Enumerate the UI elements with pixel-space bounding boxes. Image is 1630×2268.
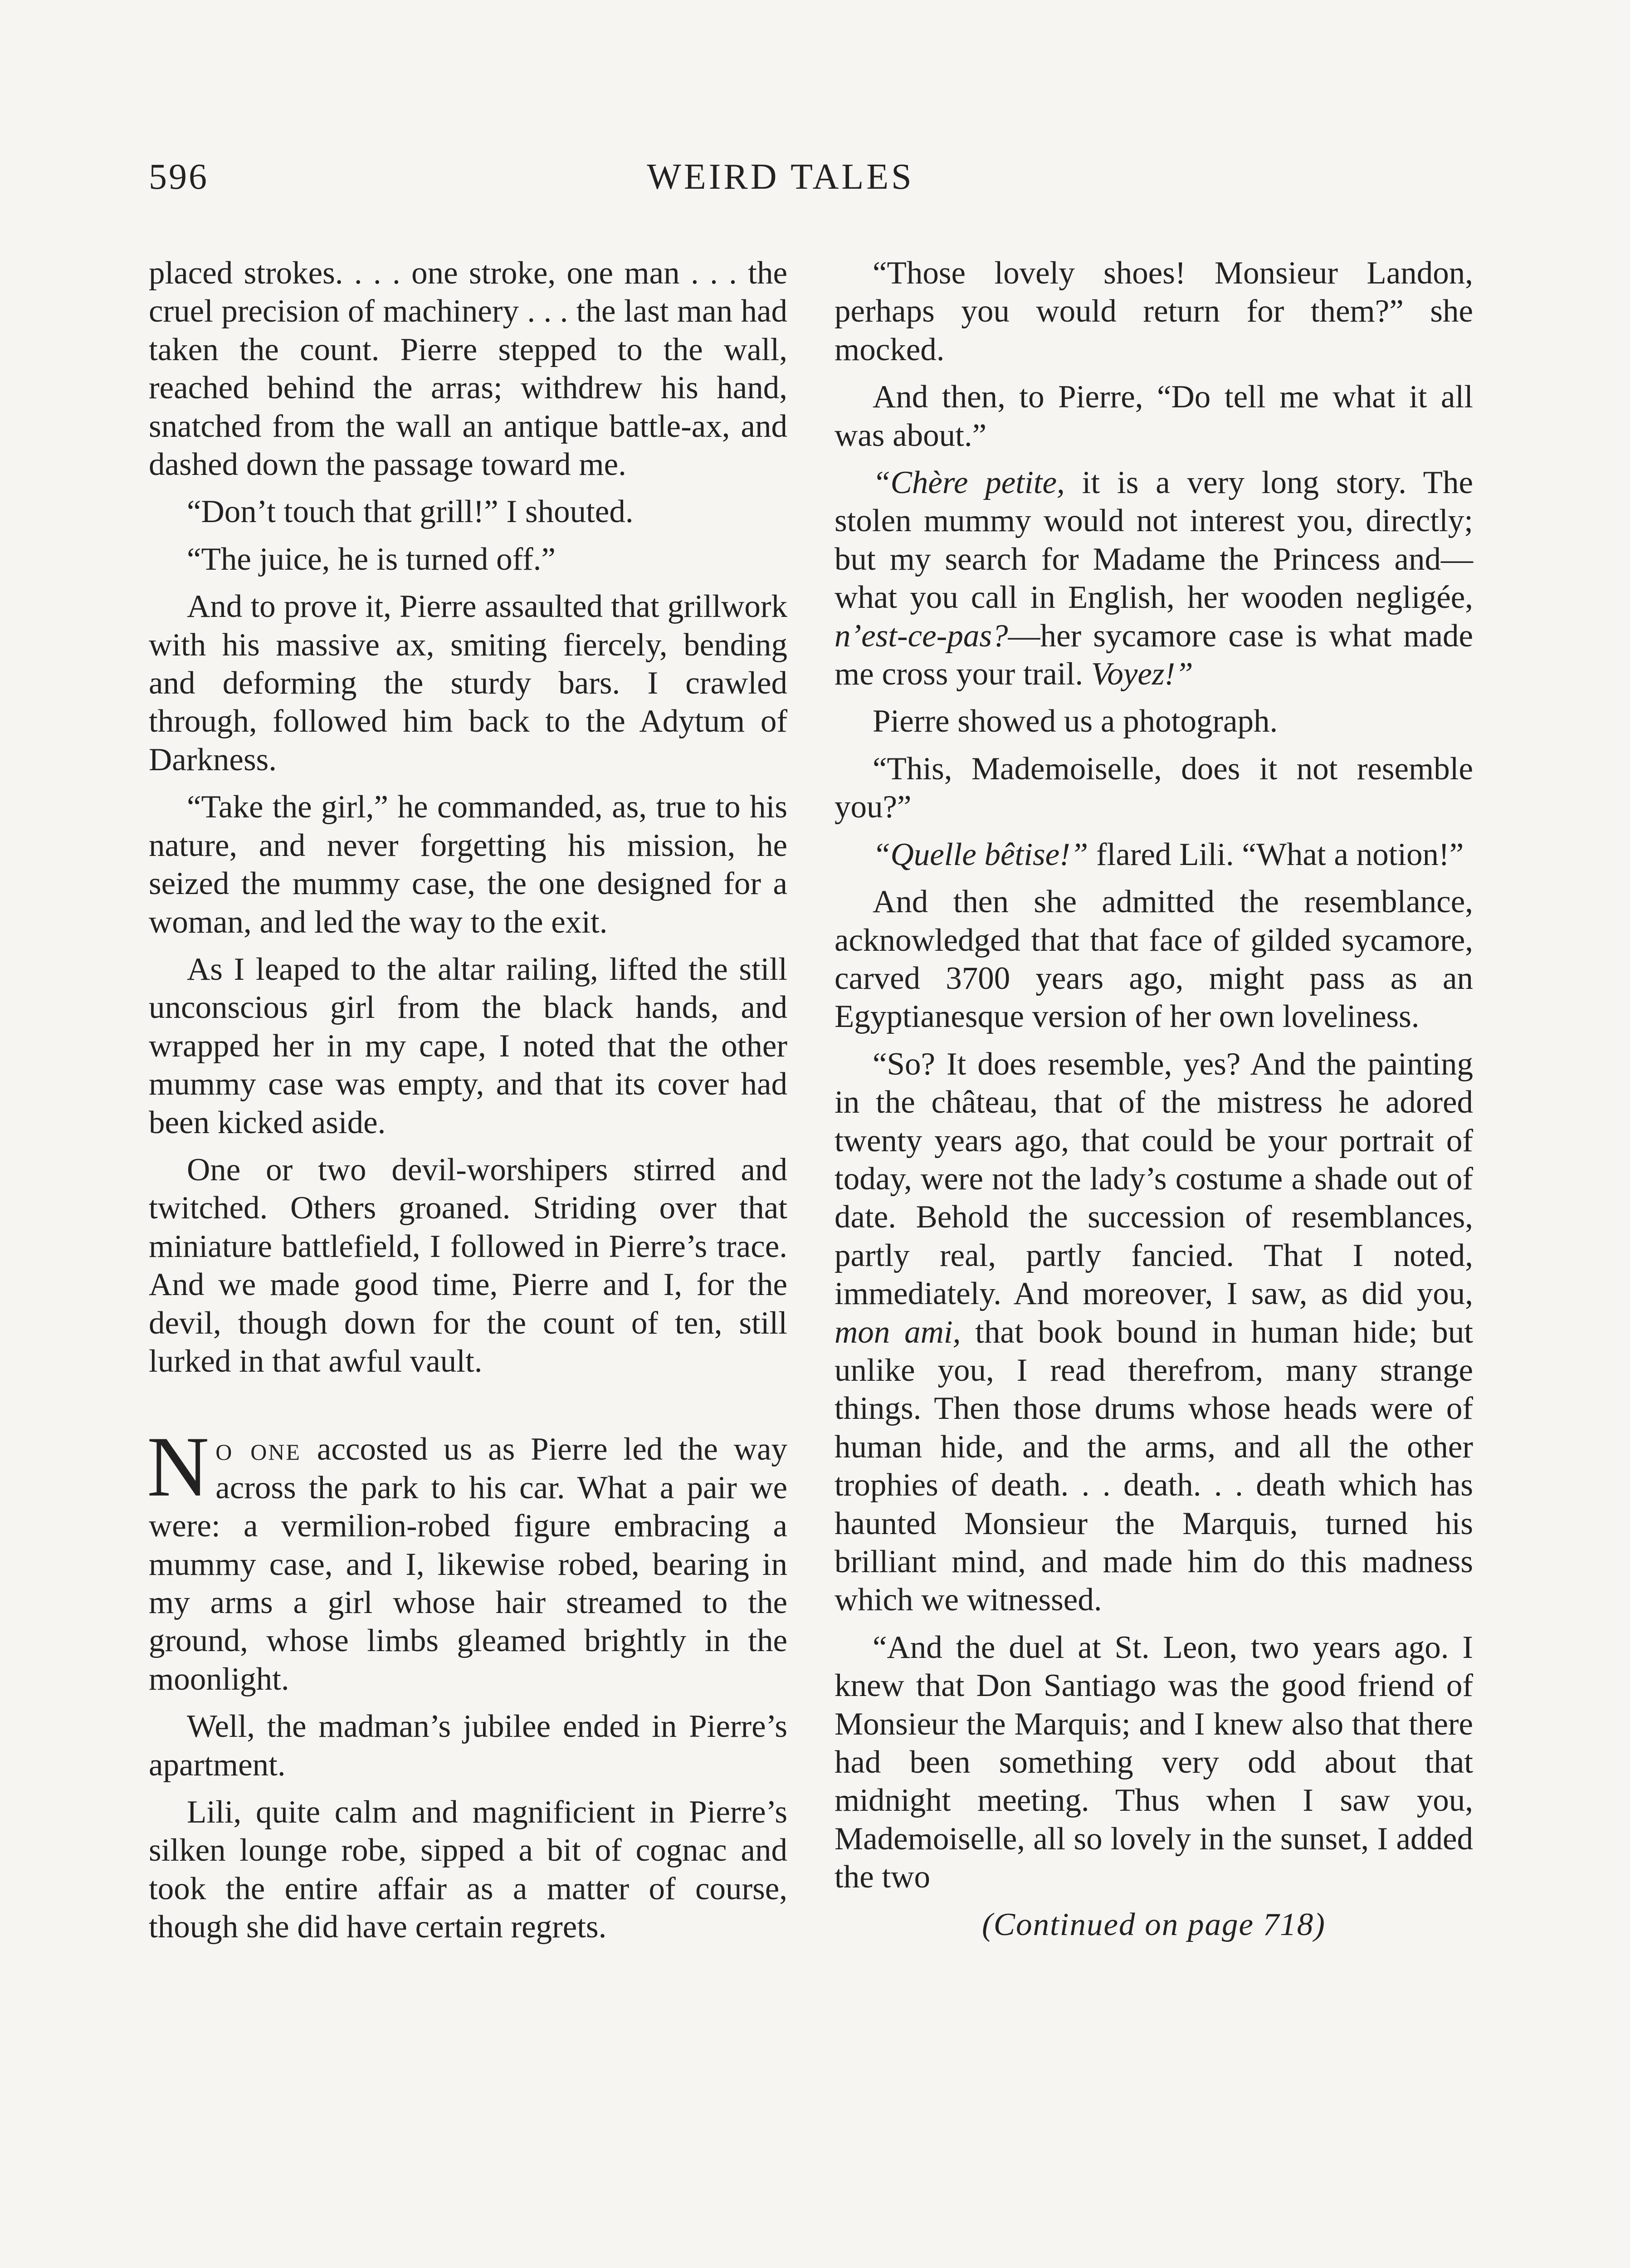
paragraph: Pierre showed us a photograph. [873,704,1278,739]
paragraph: One or two devil-worshipers stirred and twitched. Others groaned. Striding over that miniature battlefield, I followed in Pierre’s trace. And we made good time, Pierre and I, for the devil, though down for the count of ten, still lurked in that awful vault. [149,1152,787,1379]
italic-text: n’est-ce-pas? [835,618,1008,654]
paragraph: “Those lovely shoes! Monsieur Landon, perhaps you would return for them?” she mocked. [835,255,1473,367]
italic-text: “Chère petite, [873,465,1065,501]
small-caps-lead: o one [215,1432,301,1467]
page-header [149,156,1412,211]
paragraph-text: flared Lili. “What a notion!” [1088,836,1464,872]
paragraph-text: it is a very long story. The stolen mummy would not interest you, directly; but my search for Madame the Princess and—what you call in English, her wooden negligée, [835,465,1473,616]
page-number: 596 [149,157,209,197]
paragraph: placed strokes. . . . one stroke, one man . . . the cruel precision of machinery . . . the last man had taken the count. Pierre stepped to the wall, reached behind the arras; withdrew his hand, snatched from the wall an antique battle-ax, and dashed down the passage toward me. [149,255,787,483]
paragraph: And then she admitted the resemblance, acknowledged that that face of gilded sycamore, carved 3700 years ago, might pass as an Egyptianesque version of her own loveliness. [835,884,1473,1035]
paragraph: As I leaped to the altar railing, lifted the still unconscious girl from the black hands, and wrapped her in my cape, I noted that the other mummy case was empty, and that its cover had been kicked aside. [149,951,787,1140]
italic-text: Voyez!” [1091,656,1193,692]
paragraph-text: “So? It does resemble, yes? And the painting in the château, that of the mistress he adored twenty years ago, that could be your portrait of today, were not the lady’s costume a shade out of date. Behold the succession of resemblances, partly real, partly fancied. That I noted, immediately. And moreover, I saw, as did you, [835,1046,1473,1312]
paragraph [835,1045,1473,1619]
paragraph: And then, to Pierre, “Do tell me what it all was about.” [835,379,1473,453]
paragraph: “And the duel at St. Leon, two years ago. I knew that Don Santiago was the good friend of Monsieur the Marquis; and I knew also that there had been something very odd about that midnight meeting. Thus when I saw you, Mademoiselle, all so lovely in the sunset, I added the two [835,1629,1473,1895]
italic-text: “Quelle bêtise!” [873,836,1088,872]
section-start-paragraph [147,1419,787,1698]
paragraph [835,836,1473,874]
paragraph-text: —her sycamore case is what made me cross your trail. [835,618,1473,692]
running-title: WEIRD TALES [647,157,914,197]
paragraph: Well, the madman’s jubilee ended in Pierre’s apartment. [149,1709,787,1783]
paragraph [835,464,1473,693]
paragraph: “The juice, he is turned off.” [187,541,556,577]
continued-note: (Continued on page 718) [982,1906,1326,1942]
paragraph: Lili, quite calm and magnificient in Pierre’s silken lounge robe, sipped a bit of cognac and took the entire affair as a matter of course, though she did have certain regrets. [149,1794,787,1945]
paragraph: “This, Mademoiselle, does it not resemble you?” [835,751,1473,825]
paragraph-text: that book bound in human hide; but unlike you, I read therefrom, many strange things. Then those drums whose heads were of human hide, and the arms, and all the other trophies of death. . . death. . . death which has haunted Monsieur the Marquis, turned his brilliant mind, and made him do this madness which we witnessed. [835,1314,1474,1618]
paragraph: And to prove it, Pierre assaulted that grillwork with his massive ax, smiting fiercely, bending and deforming the sturdy bars. I crawled through, followed him back to the Adytum of Darkness. [149,589,787,777]
paragraph-text: accosted us as Pierre led the way across the park to his car. What a pair we were: a vermilion-robed figure embracing a mummy case, and I, likewise robed, bearing in my arms a girl whose hair streamed to the ground, whose limbs gleamed brightly in the moonlight. [149,1432,787,1697]
paragraph: “Take the girl,” he commanded, as, true to his nature, and never forgetting his mission, he seized the mummy case, the one designed for a woman, and led the way to the exit. [149,789,787,940]
right-column [835,254,1473,1944]
left-column [149,254,787,1955]
drop-cap: N [147,1419,210,1515]
italic-text: mon ami, [835,1314,961,1350]
paragraph: “Don’t touch that grill!” I shouted. [187,494,634,530]
